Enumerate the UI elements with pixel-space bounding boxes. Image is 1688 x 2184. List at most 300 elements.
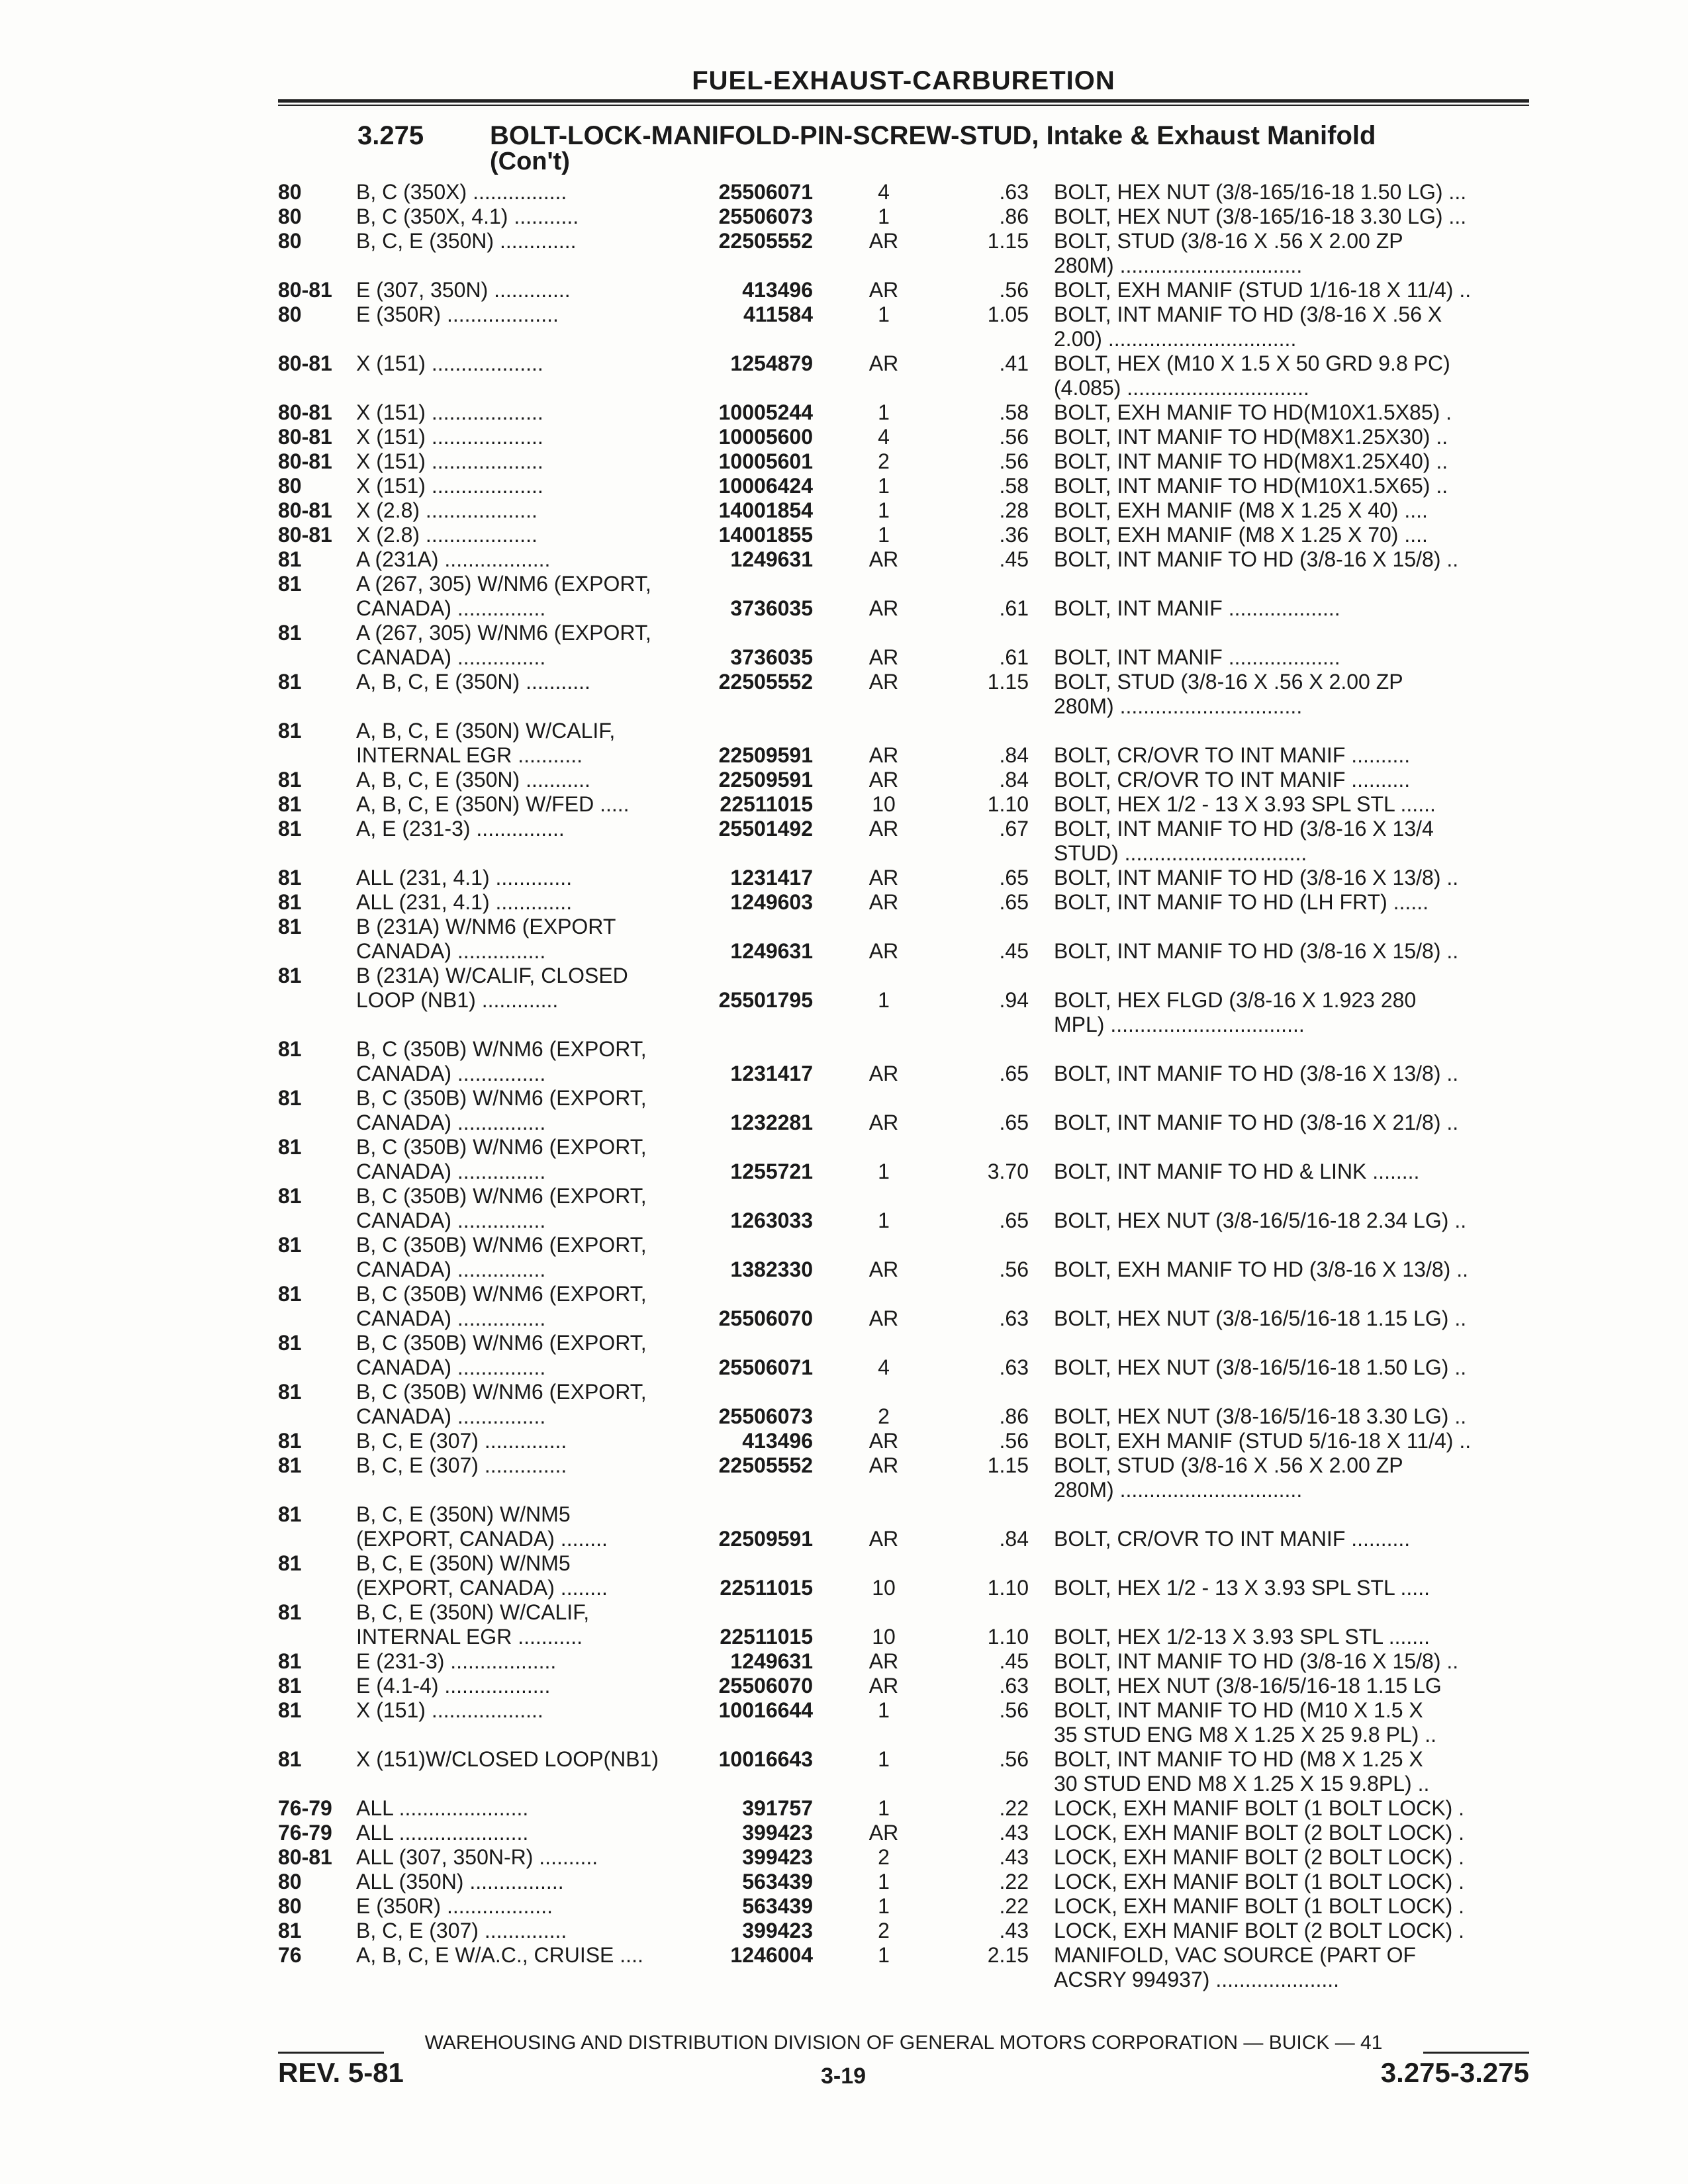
year-cell: 80-81 bbox=[278, 400, 332, 424]
quantity-cell: 1 bbox=[878, 1698, 890, 1722]
part-number-cell: 25506073 bbox=[718, 205, 813, 228]
year-cell: 81 bbox=[278, 915, 302, 938]
quantity-cell: AR bbox=[868, 866, 899, 889]
quantity-cell: AR bbox=[868, 547, 899, 571]
description-cell: BOLT, INT MANIF TO HD & LINK ........ bbox=[1054, 1160, 1420, 1183]
table-row bbox=[278, 866, 1529, 890]
part-number-cell: 10016643 bbox=[718, 1747, 813, 1771]
quantity-cell: 1 bbox=[878, 988, 890, 1012]
description-cell: BOLT, EXH MANIF (STUD 5/16-18 X 11/4) .. bbox=[1054, 1429, 1472, 1453]
part-number-cell: 1254879 bbox=[730, 351, 813, 375]
description-cell: BOLT, INT MANIF TO HD (3/8-16 X 13/8) .. bbox=[1054, 866, 1459, 889]
application-cell: CANADA) ............... bbox=[356, 1062, 546, 1085]
quantity-cell: 1 bbox=[878, 1894, 890, 1918]
footer-division: WAREHOUSING AND DISTRIBUTION DIVISION OF GENERAL MOTORS CORPORATION — BUICK — 41 bbox=[424, 2032, 1383, 2054]
quantity-cell: AR bbox=[868, 1821, 899, 1844]
quantity-cell: 10 bbox=[872, 1576, 896, 1600]
description-cell: MPL) ................................. bbox=[1054, 1013, 1305, 1036]
price-cell: .58 bbox=[999, 474, 1029, 498]
year-cell: 81 bbox=[278, 1135, 302, 1159]
price-cell: .63 bbox=[999, 1355, 1029, 1379]
part-number-cell: 1249631 bbox=[730, 939, 813, 963]
description-cell: 30 STUD END M8 X 1.25 X 15 9.8PL) .. bbox=[1054, 1772, 1430, 1796]
price-cell: .56 bbox=[999, 1698, 1029, 1722]
part-number-cell: 1249631 bbox=[730, 1649, 813, 1673]
description-cell: BOLT, HEX 1/2-13 X 3.93 SPL STL ....... bbox=[1054, 1625, 1430, 1649]
table-row bbox=[278, 1845, 1529, 1870]
table-row bbox=[278, 498, 1529, 523]
application-cell: X (151) ................... bbox=[356, 449, 543, 473]
description-cell: BOLT, STUD (3/8-16 X .56 X 2.00 ZP bbox=[1054, 670, 1403, 694]
year-cell: 81 bbox=[278, 1380, 302, 1404]
quantity-cell: AR bbox=[868, 1306, 899, 1330]
price-cell: .84 bbox=[999, 743, 1029, 767]
quantity-cell: 1 bbox=[878, 474, 890, 498]
description-cell: BOLT, EXH MANIF TO HD(M10X1.5X85) . bbox=[1054, 400, 1452, 424]
table-row bbox=[278, 351, 1529, 376]
year-cell: 80 bbox=[278, 474, 302, 498]
revision-label: REV. 5-81 bbox=[278, 2057, 404, 2088]
part-number-cell: 25501492 bbox=[718, 817, 813, 841]
quantity-cell: 2 bbox=[878, 1404, 890, 1428]
part-number-cell: 399423 bbox=[742, 1821, 813, 1844]
table-row bbox=[278, 1747, 1529, 1772]
part-number-cell: 1255721 bbox=[730, 1160, 813, 1183]
table-row bbox=[278, 596, 1529, 621]
table-row bbox=[278, 1184, 1529, 1208]
part-number-cell: 3736035 bbox=[730, 645, 813, 669]
table-row bbox=[278, 768, 1529, 792]
price-cell: .22 bbox=[999, 1894, 1029, 1918]
section-number: 3.275 bbox=[357, 121, 424, 150]
table-row bbox=[278, 1551, 1529, 1576]
parts-table bbox=[278, 180, 1529, 1992]
price-cell: 1.10 bbox=[987, 792, 1029, 816]
table-row bbox=[278, 1894, 1529, 1919]
application-cell: CANADA) ............... bbox=[356, 1257, 546, 1281]
quantity-cell: AR bbox=[868, 351, 899, 375]
table-row bbox=[278, 1796, 1529, 1821]
quantity-cell: 1 bbox=[878, 1870, 890, 1893]
price-cell: .41 bbox=[999, 351, 1029, 375]
description-cell: LOCK, EXH MANIF BOLT (2 BOLT LOCK) . bbox=[1054, 1845, 1464, 1869]
table-row bbox=[278, 1355, 1529, 1380]
description-cell: 280M) ............................... bbox=[1054, 253, 1303, 277]
application-cell: B, C (350B) W/NM6 (EXPORT, bbox=[356, 1380, 647, 1404]
table-row bbox=[278, 1331, 1529, 1355]
description-cell: BOLT, INT MANIF TO HD (3/8-16 X .56 X bbox=[1054, 302, 1442, 326]
quantity-cell: AR bbox=[868, 817, 899, 841]
description-cell: BOLT, STUD (3/8-16 X .56 X 2.00 ZP bbox=[1054, 1453, 1403, 1477]
price-cell: .94 bbox=[999, 988, 1029, 1012]
part-number-cell: 22505552 bbox=[718, 670, 813, 694]
application-cell: X (151)W/CLOSED LOOP(NB1) bbox=[356, 1747, 659, 1771]
year-cell: 80-81 bbox=[278, 449, 332, 473]
application-cell: ALL ...................... bbox=[356, 1796, 529, 1820]
price-cell: .86 bbox=[999, 205, 1029, 228]
year-cell: 80 bbox=[278, 1894, 302, 1918]
part-number-cell: 14001855 bbox=[718, 523, 813, 547]
quantity-cell: 1 bbox=[878, 498, 890, 522]
year-cell: 81 bbox=[278, 1233, 302, 1257]
price-cell: .22 bbox=[999, 1870, 1029, 1893]
table-row bbox=[278, 1013, 1529, 1037]
price-cell: .45 bbox=[999, 939, 1029, 963]
price-cell: .63 bbox=[999, 1674, 1029, 1698]
table-row bbox=[278, 645, 1529, 670]
table-row bbox=[278, 1527, 1529, 1551]
quantity-cell: 1 bbox=[878, 1747, 890, 1771]
description-cell: BOLT, INT MANIF TO HD (LH FRT) ...... bbox=[1054, 890, 1429, 914]
header-rule bbox=[278, 99, 1529, 103]
application-cell: B, C (350B) W/NM6 (EXPORT, bbox=[356, 1135, 647, 1159]
year-cell: 76-79 bbox=[278, 1796, 332, 1820]
application-cell: INTERNAL EGR ........... bbox=[356, 743, 583, 767]
quantity-cell: 1 bbox=[878, 523, 890, 547]
quantity-cell: 10 bbox=[872, 792, 896, 816]
application-cell: E (350R) ................... bbox=[356, 302, 559, 326]
description-cell: BOLT, HEX NUT (3/8-165/16-18 1.50 LG) ... bbox=[1054, 180, 1467, 204]
part-number-cell: 25506071 bbox=[718, 180, 813, 204]
table-row bbox=[278, 1111, 1529, 1135]
application-cell: X (151) ................... bbox=[356, 351, 543, 375]
table-row bbox=[278, 817, 1529, 841]
description-cell: BOLT, INT MANIF TO HD (M10 X 1.5 X bbox=[1054, 1698, 1423, 1722]
part-number-cell: 22509591 bbox=[718, 768, 813, 792]
year-cell: 81 bbox=[278, 1698, 302, 1722]
page-header: FUEL-EXHAUST-CARBURETION bbox=[692, 66, 1115, 95]
part-number-cell: 563439 bbox=[742, 1894, 813, 1918]
quantity-cell: AR bbox=[868, 229, 899, 253]
quantity-cell: AR bbox=[868, 1453, 899, 1477]
table-row bbox=[278, 743, 1529, 768]
description-cell: (4.085) ............................... bbox=[1054, 376, 1309, 400]
application-cell: CANADA) ............... bbox=[356, 939, 546, 963]
year-cell: 76 bbox=[278, 1943, 302, 1967]
table-row bbox=[278, 572, 1529, 596]
description-cell: BOLT, HEX NUT (3/8-16/5/16-18 2.34 LG) .. bbox=[1054, 1208, 1467, 1232]
table-row bbox=[278, 1502, 1529, 1527]
application-cell: X (151) ................... bbox=[356, 400, 543, 424]
part-number-cell: 22511015 bbox=[720, 1625, 813, 1649]
quantity-cell: 1 bbox=[878, 302, 890, 326]
price-cell: .84 bbox=[999, 1527, 1029, 1551]
table-row bbox=[278, 1625, 1529, 1649]
description-cell: 35 STUD ENG M8 X 1.25 X 25 9.8 PL) .. bbox=[1054, 1723, 1437, 1747]
description-cell: BOLT, INT MANIF TO HD (3/8-16 X 13/4 bbox=[1054, 817, 1434, 841]
application-cell: CANADA) ............... bbox=[356, 1306, 546, 1330]
quantity-cell: AR bbox=[868, 743, 899, 767]
table-row bbox=[278, 1453, 1529, 1478]
year-cell: 81 bbox=[278, 547, 302, 571]
description-cell: BOLT, HEX NUT (3/8-165/16-18 3.30 LG) ... bbox=[1054, 205, 1467, 228]
table-row bbox=[278, 670, 1529, 694]
application-cell: ALL ...................... bbox=[356, 1821, 529, 1844]
quantity-cell: 2 bbox=[878, 449, 890, 473]
quantity-cell: AR bbox=[868, 1429, 899, 1453]
part-number-cell: 10006424 bbox=[718, 474, 813, 498]
application-cell: CANADA) ............... bbox=[356, 596, 546, 620]
description-cell: MANIFOLD, VAC SOURCE (PART OF bbox=[1054, 1943, 1417, 1967]
section-range: 3.275-3.275 bbox=[1380, 2057, 1529, 2088]
application-cell: CANADA) ............... bbox=[356, 645, 546, 669]
price-cell: .56 bbox=[999, 1747, 1029, 1771]
application-cell: B, C, E (307) .............. bbox=[356, 1429, 567, 1453]
table-row bbox=[278, 1968, 1529, 1992]
application-cell: CANADA) ............... bbox=[356, 1355, 546, 1379]
quantity-cell: AR bbox=[868, 1257, 899, 1281]
year-cell: 81 bbox=[278, 621, 302, 645]
description-cell: ACSRY 994937) ..................... bbox=[1054, 1968, 1340, 1991]
year-cell: 80-81 bbox=[278, 1845, 332, 1869]
description-cell: LOCK, EXH MANIF BOLT (2 BOLT LOCK) . bbox=[1054, 1919, 1464, 1942]
part-number-cell: 1249631 bbox=[730, 547, 813, 571]
year-cell: 81 bbox=[278, 1649, 302, 1673]
description-cell: LOCK, EXH MANIF BOLT (1 BOLT LOCK) . bbox=[1054, 1870, 1464, 1893]
application-cell: B, C, E (350N) W/NM5 bbox=[356, 1551, 571, 1575]
price-cell: .56 bbox=[999, 425, 1029, 449]
description-cell: BOLT, EXH MANIF TO HD (3/8-16 X 13/8) .. bbox=[1054, 1257, 1468, 1281]
price-cell: .56 bbox=[999, 278, 1029, 302]
description-cell: BOLT, INT MANIF TO HD(M8X1.25X30) .. bbox=[1054, 425, 1448, 449]
quantity-cell: AR bbox=[868, 670, 899, 694]
quantity-cell: 1 bbox=[878, 400, 890, 424]
table-row bbox=[278, 694, 1529, 719]
description-cell: BOLT, HEX NUT (3/8-16/5/16-18 1.50 LG) .. bbox=[1054, 1355, 1467, 1379]
application-cell: A, E (231-3) ............... bbox=[356, 817, 565, 841]
part-number-cell: 25506071 bbox=[718, 1355, 813, 1379]
year-cell: 81 bbox=[278, 768, 302, 792]
application-cell: B, C (350B) W/NM6 (EXPORT, bbox=[356, 1086, 647, 1110]
part-number-cell: 391757 bbox=[742, 1796, 813, 1820]
application-cell: ALL (350N) ................ bbox=[356, 1870, 564, 1893]
price-cell: 3.70 bbox=[987, 1160, 1029, 1183]
price-cell: .36 bbox=[999, 523, 1029, 547]
application-cell: B (231A) W/NM6 (EXPORT bbox=[356, 915, 616, 938]
description-cell: BOLT, CR/OVR TO INT MANIF .......... bbox=[1054, 1527, 1411, 1551]
part-number-cell: 22509591 bbox=[718, 1527, 813, 1551]
description-cell: BOLT, INT MANIF TO HD(M8X1.25X40) .. bbox=[1054, 449, 1448, 473]
table-row bbox=[278, 719, 1529, 743]
application-cell: X (151) ................... bbox=[356, 1698, 543, 1722]
table-row bbox=[278, 1233, 1529, 1257]
quantity-cell: 4 bbox=[878, 180, 890, 204]
price-cell: 1.15 bbox=[987, 229, 1029, 253]
price-cell: .43 bbox=[999, 1821, 1029, 1844]
year-cell: 81 bbox=[278, 890, 302, 914]
table-row bbox=[278, 1086, 1529, 1111]
application-cell: (EXPORT, CANADA) ........ bbox=[356, 1576, 608, 1600]
description-cell: BOLT, CR/OVR TO INT MANIF .......... bbox=[1054, 743, 1411, 767]
year-cell: 81 bbox=[278, 817, 302, 841]
quantity-cell: 10 bbox=[872, 1625, 896, 1649]
part-number-cell: 399423 bbox=[742, 1845, 813, 1869]
year-cell: 80 bbox=[278, 180, 302, 204]
description-cell: LOCK, EXH MANIF BOLT (1 BOLT LOCK) . bbox=[1054, 1796, 1464, 1820]
application-cell: B, C, E (350N) W/NM5 bbox=[356, 1502, 571, 1526]
part-number-cell: 1249603 bbox=[730, 890, 813, 914]
application-cell: B, C (350B) W/NM6 (EXPORT, bbox=[356, 1233, 647, 1257]
price-cell: .65 bbox=[999, 890, 1029, 914]
part-number-cell: 25506070 bbox=[718, 1674, 813, 1698]
part-number-cell: 1231417 bbox=[730, 1062, 813, 1085]
year-cell: 81 bbox=[278, 866, 302, 889]
part-number-cell: 22505552 bbox=[718, 1453, 813, 1477]
description-cell: BOLT, INT MANIF TO HD (3/8-16 X 21/8) .. bbox=[1054, 1111, 1459, 1134]
description-cell: BOLT, INT MANIF TO HD (3/8-16 X 15/8) .. bbox=[1054, 939, 1459, 963]
part-number-cell: 413496 bbox=[742, 278, 813, 302]
description-cell: BOLT, INT MANIF TO HD (3/8-16 X 13/8) .. bbox=[1054, 1062, 1459, 1085]
table-row bbox=[278, 1306, 1529, 1331]
table-row bbox=[278, 890, 1529, 915]
year-cell: 81 bbox=[278, 1502, 302, 1526]
quantity-cell: AR bbox=[868, 890, 899, 914]
application-cell: E (4.1-4) .................. bbox=[356, 1674, 551, 1698]
table-row bbox=[278, 1135, 1529, 1160]
description-cell: BOLT, EXH MANIF (M8 X 1.25 X 70) .... bbox=[1054, 523, 1428, 547]
application-cell: LOOP (NB1) ............. bbox=[356, 988, 559, 1012]
application-cell: A (267, 305) W/NM6 (EXPORT, bbox=[356, 572, 651, 596]
quantity-cell: 2 bbox=[878, 1919, 890, 1942]
description-cell: BOLT, INT MANIF ................... bbox=[1054, 596, 1340, 620]
part-number-cell: 10005244 bbox=[718, 400, 813, 424]
table-row bbox=[278, 1943, 1529, 1968]
description-cell: 2.00) ................................ bbox=[1054, 327, 1297, 351]
description-cell: BOLT, EXH MANIF (M8 X 1.25 X 40) .... bbox=[1054, 498, 1428, 522]
application-cell: X (2.8) ................... bbox=[356, 523, 538, 547]
table-row bbox=[278, 376, 1529, 400]
description-cell: LOCK, EXH MANIF BOLT (2 BOLT LOCK) . bbox=[1054, 1821, 1464, 1844]
quantity-cell: AR bbox=[868, 1062, 899, 1085]
year-cell: 81 bbox=[278, 1429, 302, 1453]
year-cell: 80-81 bbox=[278, 351, 332, 375]
application-cell: CANADA) ............... bbox=[356, 1160, 546, 1183]
part-number-cell: 10016644 bbox=[718, 1698, 813, 1722]
part-number-cell: 1382330 bbox=[730, 1257, 813, 1281]
description-cell: LOCK, EXH MANIF BOLT (1 BOLT LOCK) . bbox=[1054, 1894, 1464, 1918]
table-row bbox=[278, 841, 1529, 866]
price-cell: .56 bbox=[999, 1257, 1029, 1281]
table-row bbox=[278, 302, 1529, 327]
table-row bbox=[278, 1723, 1529, 1747]
description-cell: 280M) ............................... bbox=[1054, 1478, 1303, 1502]
year-cell: 76-79 bbox=[278, 1821, 332, 1844]
application-cell: B (231A) W/CALIF, CLOSED bbox=[356, 964, 628, 987]
price-cell: .65 bbox=[999, 1111, 1029, 1134]
price-cell: .56 bbox=[999, 1429, 1029, 1453]
quantity-cell: AR bbox=[868, 278, 899, 302]
year-cell: 81 bbox=[278, 1600, 302, 1624]
application-cell: A (231A) .................. bbox=[356, 547, 551, 571]
application-cell: E (307, 350N) ............. bbox=[356, 278, 571, 302]
description-cell: BOLT, INT MANIF TO HD (3/8-16 X 15/8) .. bbox=[1054, 1649, 1459, 1673]
price-cell: 1.15 bbox=[987, 1453, 1029, 1477]
application-cell: CANADA) ............... bbox=[356, 1404, 546, 1428]
quantity-cell: AR bbox=[868, 768, 899, 792]
application-cell: A, B, C, E (350N) ........... bbox=[356, 670, 590, 694]
section-title bbox=[357, 121, 1529, 151]
price-cell: .63 bbox=[999, 1306, 1029, 1330]
description-cell: BOLT, HEX NUT (3/8-16/5/16-18 1.15 LG) .. bbox=[1054, 1306, 1467, 1330]
year-cell: 81 bbox=[278, 1674, 302, 1698]
application-cell: B, C (350B) W/NM6 (EXPORT, bbox=[356, 1331, 647, 1355]
application-cell: ALL (307, 350N-R) .......... bbox=[356, 1845, 598, 1869]
part-number-cell: 1246004 bbox=[730, 1943, 813, 1967]
application-cell: B, C (350B) W/NM6 (EXPORT, bbox=[356, 1282, 647, 1306]
application-cell: E (231-3) .................. bbox=[356, 1649, 557, 1673]
part-number-cell: 22511015 bbox=[720, 792, 813, 816]
part-number-cell: 411584 bbox=[743, 302, 813, 326]
year-cell: 80-81 bbox=[278, 425, 332, 449]
price-cell: .45 bbox=[999, 547, 1029, 571]
application-cell: INTERNAL EGR ........... bbox=[356, 1625, 583, 1649]
application-cell: A, B, C, E (350N) ........... bbox=[356, 768, 590, 792]
price-cell: .45 bbox=[999, 1649, 1029, 1673]
table-row bbox=[278, 1600, 1529, 1625]
part-number-cell: 563439 bbox=[742, 1870, 813, 1893]
quantity-cell: AR bbox=[868, 939, 899, 963]
table-row bbox=[278, 523, 1529, 547]
quantity-cell: AR bbox=[868, 1111, 899, 1134]
description-cell: BOLT, EXH MANIF (STUD 1/16-18 X 11/4) .. bbox=[1054, 278, 1472, 302]
table-row bbox=[278, 1870, 1529, 1894]
year-cell: 81 bbox=[278, 1184, 302, 1208]
table-row bbox=[278, 547, 1529, 572]
price-cell: .43 bbox=[999, 1919, 1029, 1942]
header-rule-thin bbox=[278, 105, 1529, 106]
application-cell: B, C (350X) ................ bbox=[356, 180, 567, 204]
year-cell: 81 bbox=[278, 572, 302, 596]
table-row bbox=[278, 939, 1529, 964]
table-row bbox=[278, 915, 1529, 939]
year-cell: 80-81 bbox=[278, 278, 332, 302]
table-row bbox=[278, 1160, 1529, 1184]
part-number-cell: 10005600 bbox=[718, 425, 813, 449]
table-row bbox=[278, 988, 1529, 1013]
application-cell: A (267, 305) W/NM6 (EXPORT, bbox=[356, 621, 651, 645]
quantity-cell: AR bbox=[868, 1674, 899, 1698]
price-cell: .67 bbox=[999, 817, 1029, 841]
table-row bbox=[278, 400, 1529, 425]
year-cell: 80-81 bbox=[278, 523, 332, 547]
price-cell: .65 bbox=[999, 866, 1029, 889]
price-cell: .22 bbox=[999, 1796, 1029, 1820]
part-number-cell: 14001854 bbox=[718, 498, 813, 522]
part-number-cell: 22511015 bbox=[720, 1576, 813, 1600]
price-cell: 1.10 bbox=[987, 1625, 1029, 1649]
quantity-cell: AR bbox=[868, 596, 899, 620]
part-number-cell: 1231417 bbox=[730, 866, 813, 889]
year-cell: 80 bbox=[278, 205, 302, 228]
table-row bbox=[278, 1772, 1529, 1796]
price-cell: 1.05 bbox=[987, 302, 1029, 326]
application-cell: ALL (231, 4.1) ............. bbox=[356, 890, 573, 914]
year-cell: 80 bbox=[278, 1870, 302, 1893]
quantity-cell: AR bbox=[868, 1649, 899, 1673]
year-cell: 81 bbox=[278, 1747, 302, 1771]
table-row bbox=[278, 1576, 1529, 1600]
application-cell: A, B, C, E (350N) W/FED ..... bbox=[356, 792, 630, 816]
table-row bbox=[278, 1674, 1529, 1698]
description-cell: BOLT, HEX (M10 X 1.5 X 50 GRD 9.8 PC) bbox=[1054, 351, 1450, 375]
application-cell: A, B, C, E (350N) W/CALIF, bbox=[356, 719, 616, 743]
application-cell: CANADA) ............... bbox=[356, 1208, 546, 1232]
description-cell: BOLT, HEX FLGD (3/8-16 X 1.923 280 bbox=[1054, 988, 1417, 1012]
price-cell: .86 bbox=[999, 1404, 1029, 1428]
description-cell: BOLT, HEX NUT (3/8-16/5/16-18 1.15 LG bbox=[1054, 1674, 1442, 1698]
application-cell: CANADA) ............... bbox=[356, 1111, 546, 1134]
part-number-cell: 3736035 bbox=[730, 596, 813, 620]
